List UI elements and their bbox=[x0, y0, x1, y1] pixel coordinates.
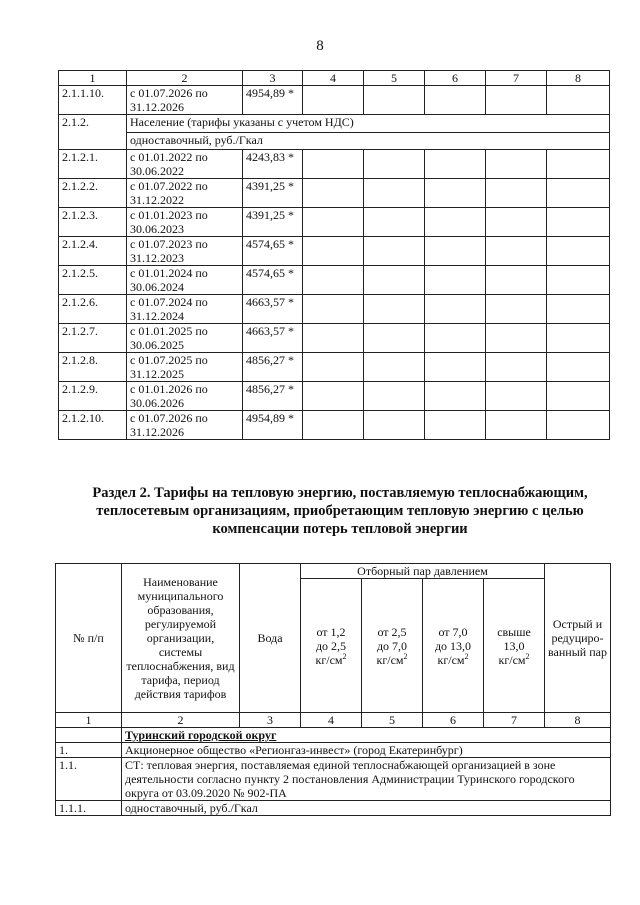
empty-cell bbox=[364, 150, 425, 179]
col-number: 1 bbox=[56, 713, 122, 728]
empty-cell bbox=[364, 382, 425, 411]
pressure-unit bbox=[304, 653, 358, 667]
col-sharp-steam-header: Острый и редуциро-ванный пар bbox=[545, 564, 611, 713]
empty-cell bbox=[425, 353, 486, 382]
header-cell: 4 bbox=[303, 71, 364, 86]
row-value: 4574,65 * bbox=[243, 266, 303, 295]
row-number: 2.1.2.10. bbox=[59, 411, 127, 440]
empty-cell bbox=[425, 266, 486, 295]
ct-text: СТ: тепловая энергия, поставляемая единой теплоснабжающей организацией в зоне деятельности согласно пункту 2 постановления Администрации Туринского городского округа от 03.09.2020 № 902-ПА bbox=[122, 758, 611, 801]
empty-cell bbox=[486, 382, 547, 411]
empty-cell bbox=[547, 353, 610, 382]
row-number: 2.1.2.9. bbox=[59, 382, 127, 411]
group-row bbox=[59, 115, 610, 133]
row-period: с 01.01.2024 по 30.06.2024 bbox=[127, 266, 243, 295]
pressure-line2: до 13,0 bbox=[434, 638, 472, 653]
row-number: 2.1.2.5. bbox=[59, 266, 127, 295]
row-value: 4954,89 * bbox=[243, 86, 303, 115]
row-value: 4574,65 * bbox=[243, 237, 303, 266]
row-value: 4856,27 * bbox=[243, 382, 303, 411]
empty-cell bbox=[303, 324, 364, 353]
empty-cell bbox=[425, 295, 486, 324]
pressure-line1: от 1,2 bbox=[316, 624, 346, 639]
table-header-row bbox=[59, 71, 610, 86]
pressure-line2: до 7,0 bbox=[376, 638, 408, 653]
row-number: 2.1.2.7. bbox=[59, 324, 127, 353]
table-row bbox=[59, 411, 610, 440]
steam-pressure-header bbox=[301, 579, 362, 713]
empty-cell bbox=[303, 353, 364, 382]
pressure-unit bbox=[426, 653, 480, 667]
row-period: с 01.07.2025 по 31.12.2025 bbox=[127, 353, 243, 382]
empty-cell bbox=[547, 208, 610, 237]
tariff-type-number: 1.1.1. bbox=[56, 801, 122, 816]
row-number: 2.1.2.2. bbox=[59, 179, 127, 208]
table-row bbox=[59, 266, 610, 295]
empty-cell bbox=[486, 324, 547, 353]
empty-cell bbox=[486, 208, 547, 237]
empty-cell bbox=[425, 324, 486, 353]
unit-text: кг/см bbox=[315, 652, 343, 667]
empty-cell bbox=[425, 237, 486, 266]
unit-superscript: 2 bbox=[464, 651, 469, 661]
table-row bbox=[59, 324, 610, 353]
row-value: 4954,89 * bbox=[243, 411, 303, 440]
empty-cell bbox=[364, 237, 425, 266]
row-number: 2.1.2.4. bbox=[59, 237, 127, 266]
section-title: Раздел 2. Тарифы на тепловую энергию, поставляемую теплоснабжающим, теплосетевым организациям, приобретающим тепловую энергию с целью компенсации потерь тепловой энергии bbox=[92, 485, 588, 537]
col-name-header: Наименование муниципального образования, регулируемой организации, системы теплоснабжения, вид тарифа, период действия тарифов bbox=[122, 564, 240, 713]
empty-cell bbox=[547, 295, 610, 324]
pressure-line1: от 2,5 bbox=[377, 624, 407, 639]
table-row bbox=[59, 179, 610, 208]
unit-superscript: 2 bbox=[403, 651, 408, 661]
empty-cell bbox=[486, 179, 547, 208]
header-cell: 8 bbox=[547, 71, 610, 86]
empty-cell bbox=[486, 150, 547, 179]
header-cell: 1 bbox=[59, 71, 127, 86]
org-number: 1. bbox=[56, 743, 122, 758]
group-number: 2.1.2. bbox=[59, 115, 127, 150]
table-row bbox=[59, 295, 610, 324]
steam-group-header: Отборный пар давлением bbox=[301, 564, 545, 579]
tariff-table-continued bbox=[58, 70, 610, 440]
empty-cell bbox=[486, 237, 547, 266]
pressure-unit bbox=[487, 653, 541, 667]
empty-cell bbox=[364, 266, 425, 295]
table-row bbox=[59, 208, 610, 237]
empty-cell bbox=[303, 411, 364, 440]
empty-cell bbox=[547, 237, 610, 266]
unit-text: кг/см bbox=[437, 652, 465, 667]
empty-cell bbox=[547, 179, 610, 208]
empty-cell bbox=[303, 150, 364, 179]
district-name: Туринский городской округ bbox=[122, 728, 611, 743]
empty-cell bbox=[364, 179, 425, 208]
row-number: 2.1.1.10. bbox=[59, 86, 127, 115]
tariff-type-row bbox=[56, 801, 611, 816]
unit-text: кг/см bbox=[498, 652, 526, 667]
ct-row bbox=[56, 758, 611, 801]
empty-cell bbox=[425, 150, 486, 179]
header-cell: 2 bbox=[127, 71, 243, 86]
table-row bbox=[59, 86, 610, 115]
empty-cell bbox=[364, 353, 425, 382]
pressure-line2: 13,0 bbox=[503, 638, 525, 653]
pressure-unit bbox=[365, 653, 419, 667]
empty-cell bbox=[364, 324, 425, 353]
table-row bbox=[59, 237, 610, 266]
row-period: с 01.07.2026 по 31.12.2026 bbox=[127, 86, 243, 115]
row-value: 4663,57 * bbox=[243, 324, 303, 353]
section2-tariff-table bbox=[55, 563, 611, 816]
empty-cell bbox=[486, 353, 547, 382]
unit-superscript: 2 bbox=[342, 651, 347, 661]
empty-cell bbox=[303, 208, 364, 237]
org-row bbox=[56, 743, 611, 758]
empty-cell bbox=[425, 382, 486, 411]
pressure-line1: от 7,0 bbox=[438, 624, 468, 639]
unit-text: кг/см bbox=[376, 652, 404, 667]
header-cell: 6 bbox=[425, 71, 486, 86]
ct-number: 1.1. bbox=[56, 758, 122, 801]
col-number: 4 bbox=[301, 713, 362, 728]
col-number: 7 bbox=[484, 713, 545, 728]
row-number: 2.1.2.6. bbox=[59, 295, 127, 324]
pressure-line1: свыше bbox=[497, 624, 531, 639]
unit-superscript: 2 bbox=[525, 651, 530, 661]
col-number: 3 bbox=[240, 713, 301, 728]
row-period: с 01.01.2023 по 30.06.2023 bbox=[127, 208, 243, 237]
empty-cell bbox=[303, 179, 364, 208]
row-value: 4856,27 * bbox=[243, 353, 303, 382]
empty-cell bbox=[547, 411, 610, 440]
row-period: с 01.07.2026 по 31.12.2026 bbox=[127, 411, 243, 440]
col-water-header: Вода bbox=[240, 564, 301, 713]
row-value: 4663,57 * bbox=[243, 295, 303, 324]
empty-cell bbox=[425, 179, 486, 208]
org-name: Акционерное общество «Регионгаз-инвест» (город Екатеринбург) bbox=[122, 743, 611, 758]
page-number: 8 bbox=[316, 38, 324, 54]
empty-cell bbox=[547, 150, 610, 179]
row-value: 4391,25 * bbox=[243, 208, 303, 237]
subgroup-row bbox=[59, 132, 610, 150]
empty-cell bbox=[303, 382, 364, 411]
header-cell: 3 bbox=[243, 71, 303, 86]
row-number: 2.1.2.1. bbox=[59, 150, 127, 179]
table-row bbox=[59, 353, 610, 382]
row-value: 4243,83 * bbox=[243, 150, 303, 179]
row-period: с 01.01.2022 по 30.06.2022 bbox=[127, 150, 243, 179]
steam-pressure-header bbox=[423, 579, 484, 713]
subgroup-label: одноставочный, руб./Гкал bbox=[127, 132, 610, 150]
empty-cell bbox=[486, 411, 547, 440]
row-period: с 01.07.2022 по 31.12.2022 bbox=[127, 179, 243, 208]
empty-cell bbox=[303, 266, 364, 295]
group-label: Население (тарифы указаны с учетом НДС) bbox=[127, 115, 610, 133]
tariff-type-label: одноставочный, руб./Гкал bbox=[122, 801, 611, 816]
empty-cell bbox=[364, 295, 425, 324]
empty-cell bbox=[425, 411, 486, 440]
steam-pressure-header bbox=[484, 579, 545, 713]
table-row bbox=[59, 150, 610, 179]
steam-pressure-header bbox=[362, 579, 423, 713]
row-period: с 01.01.2025 по 30.06.2025 bbox=[127, 324, 243, 353]
pressure-line2: до 2,5 bbox=[315, 638, 347, 653]
empty-cell bbox=[425, 208, 486, 237]
empty-cell bbox=[303, 295, 364, 324]
col-num-header: № п/п bbox=[56, 564, 122, 713]
numbers-row bbox=[56, 713, 611, 728]
row-number: 2.1.2.8. bbox=[59, 353, 127, 382]
district-row bbox=[56, 728, 611, 743]
empty-cell bbox=[364, 411, 425, 440]
empty-cell bbox=[486, 266, 547, 295]
empty-cell bbox=[303, 237, 364, 266]
row-period: с 01.07.2024 по 31.12.2024 bbox=[127, 295, 243, 324]
row-period: с 01.07.2023 по 31.12.2023 bbox=[127, 237, 243, 266]
header-cell: 7 bbox=[486, 71, 547, 86]
row-number: 2.1.2.3. bbox=[59, 208, 127, 237]
row-period: с 01.01.2026 по 30.06.2026 bbox=[127, 382, 243, 411]
empty-cell bbox=[486, 295, 547, 324]
empty-cell bbox=[547, 382, 610, 411]
row-value: 4391,25 * bbox=[243, 179, 303, 208]
col-number: 5 bbox=[362, 713, 423, 728]
col-number: 2 bbox=[122, 713, 240, 728]
col-number: 8 bbox=[545, 713, 611, 728]
empty-cell bbox=[547, 266, 610, 295]
table-row bbox=[59, 382, 610, 411]
header-cell: 5 bbox=[364, 71, 425, 86]
header-row bbox=[56, 564, 611, 579]
empty-cell bbox=[547, 324, 610, 353]
col-number: 6 bbox=[423, 713, 484, 728]
empty-cell bbox=[364, 208, 425, 237]
